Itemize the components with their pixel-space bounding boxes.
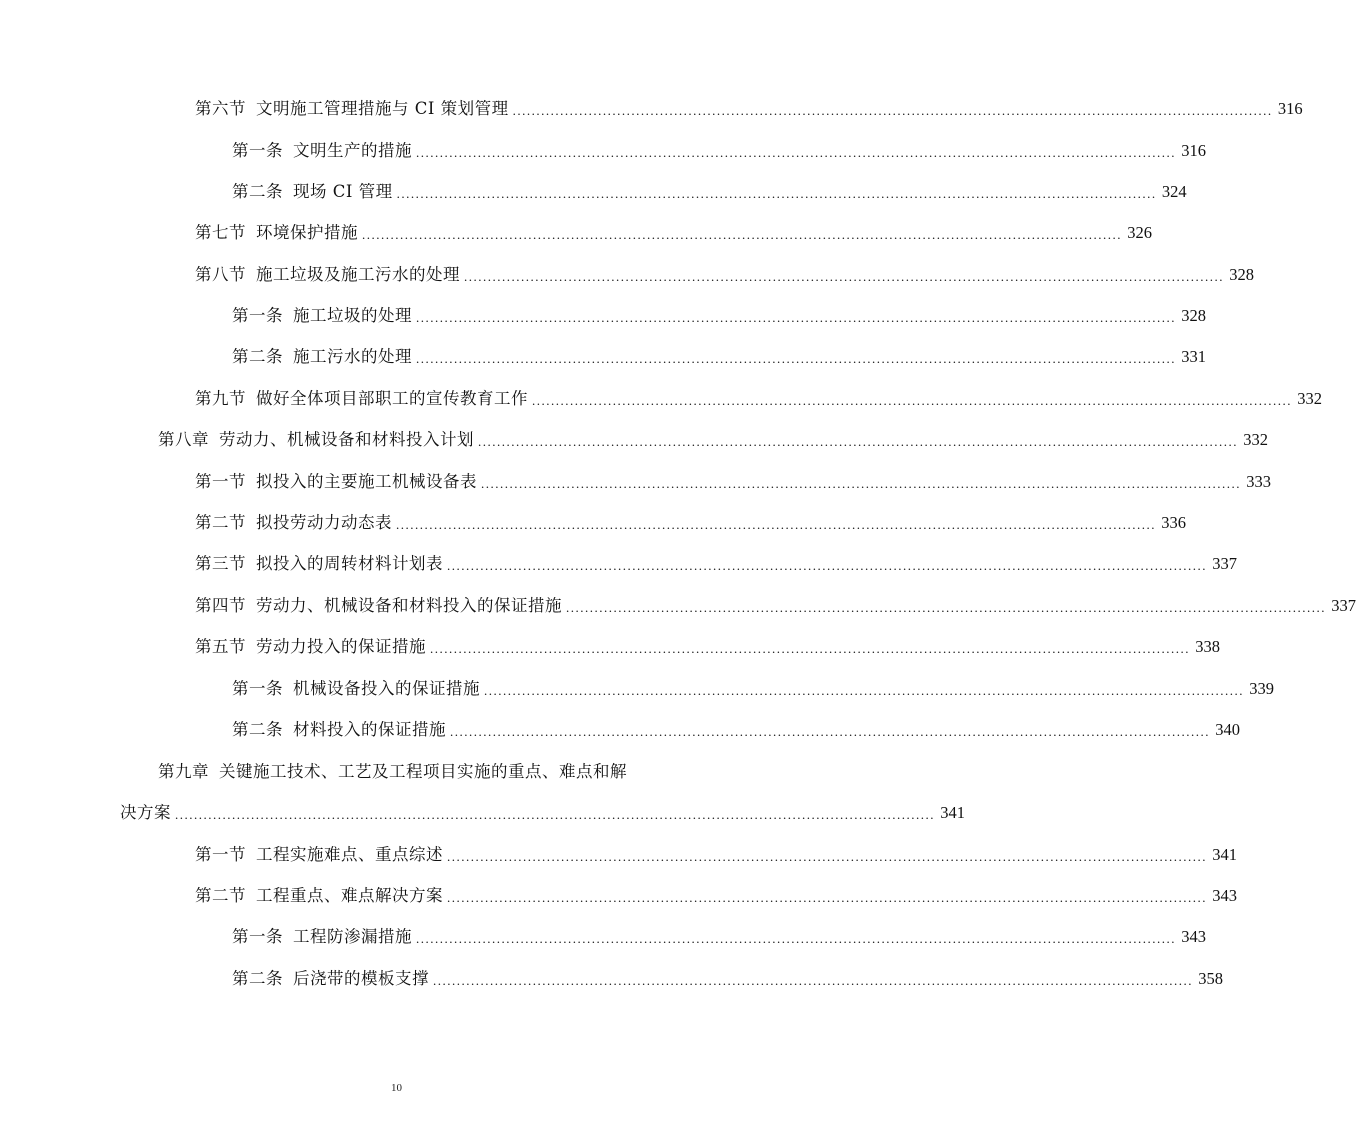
toc-entry[interactable]	[232, 344, 1206, 370]
toc-entry-title: 工程防渗漏措施	[293, 927, 412, 946]
toc-entry-number: 第六节	[195, 99, 246, 118]
toc-entry-title: 施工垃圾的处理	[293, 306, 412, 325]
toc-leader-dots: ................................................................................................................................................................	[447, 890, 1207, 905]
toc-entry-page: 340	[1215, 720, 1240, 739]
toc-leader-dots: ................................................................................................................................................................	[396, 186, 1157, 201]
toc-entry-title: 做好全体项目部职工的宣传教育工作	[256, 389, 528, 408]
toc-entry[interactable]	[158, 427, 1268, 453]
toc-entry-title: 劳动力、机械设备和材料投入的保证措施	[256, 596, 562, 615]
toc-entry-title: 施工垃圾及施工污水的处理	[256, 265, 460, 284]
toc-entry-page: 339	[1249, 679, 1274, 698]
toc-entry-page: 343	[1181, 927, 1206, 946]
toc-entry-number: 第四节	[195, 596, 246, 615]
toc-entry[interactable]	[195, 262, 1254, 288]
toc-entry-page: 331	[1181, 347, 1206, 366]
toc-entry-number: 第一条	[232, 141, 283, 160]
toc-entry-page: 324	[1161, 182, 1187, 201]
toc-entry-number: 第九节	[195, 389, 246, 408]
toc-entry-title: 拟投入的周转材料计划表	[256, 554, 443, 573]
toc-entry-page: 341	[1212, 845, 1237, 864]
toc-leader-dots: ................................................................................................................................................................	[175, 807, 935, 822]
toc-leader-dots: ................................................................................................................................................................	[416, 931, 1176, 946]
toc-entry-page: 358	[1198, 969, 1223, 988]
toc-entry-title: 劳动力、机械设备和材料投入计划	[219, 430, 474, 449]
toc-leader-dots: ................................................................................................................................................................	[532, 393, 1292, 408]
toc-entry-number: 第二节	[195, 513, 246, 532]
toc-entry-number: 第五节	[195, 637, 246, 656]
toc-leader-dots: ................................................................................................................................................................	[433, 973, 1193, 988]
toc-leader-dots: ................................................................................................................................................................	[416, 351, 1176, 366]
toc-leader-dots: ................................................................................................................................................................	[416, 145, 1176, 160]
toc-entry[interactable]	[195, 386, 1322, 412]
toc-entry[interactable]	[195, 96, 1303, 122]
toc-entry-page: 333	[1246, 472, 1271, 491]
toc-entry-number: 第一条	[232, 679, 283, 698]
toc-leader-dots: ................................................................................................................................................................	[447, 849, 1207, 864]
toc-entry[interactable]	[195, 551, 1237, 577]
toc-entry-page: 332	[1243, 430, 1268, 449]
toc-entry[interactable]	[195, 634, 1220, 660]
toc-entry-number: 第一条	[232, 927, 283, 946]
toc-entry-title: 施工污水的处理	[293, 347, 412, 366]
toc-leader-dots: ................................................................................................................................................................	[512, 103, 1273, 118]
toc-entry[interactable]	[195, 469, 1271, 495]
toc-entry[interactable]	[195, 220, 1152, 246]
toc-entry[interactable]	[232, 138, 1206, 164]
toc-leader-dots: ................................................................................................................................................................	[484, 683, 1244, 698]
toc-entry-page: 337	[1212, 554, 1237, 573]
toc-entry-page: 328	[1229, 265, 1254, 284]
toc-entry-number: 第八章	[158, 430, 209, 449]
toc-entry-title: 工程实施难点、重点综述	[256, 845, 443, 864]
toc-entry-title: 决方案	[120, 803, 171, 822]
toc-entry[interactable]	[195, 842, 1237, 868]
toc-entry-continuation[interactable]	[120, 800, 965, 826]
toc-entry-title: 拟投劳动力动态表	[256, 513, 392, 532]
toc-entry-page: 337	[1331, 596, 1356, 615]
toc-entry-title: 材料投入的保证措施	[293, 720, 446, 739]
toc-leader-dots: ................................................................................................................................................................	[464, 269, 1224, 284]
toc-entry[interactable]	[232, 717, 1240, 743]
toc-entry-page: 328	[1181, 306, 1206, 325]
toc-entry-number: 第七节	[195, 223, 246, 242]
toc-entry[interactable]	[195, 593, 1356, 619]
toc-leader-dots: ................................................................................................................................................................	[481, 476, 1241, 491]
toc-leader-dots: ................................................................................................................................................................	[396, 517, 1156, 532]
toc-entry[interactable]	[232, 676, 1274, 702]
toc-leader-dots: ................................................................................................................................................................	[566, 600, 1326, 615]
toc-entry-number: 第二条	[232, 969, 283, 988]
toc-entry-number: 第八节	[195, 265, 246, 284]
toc-entry-title: 后浇带的模板支撑	[293, 969, 429, 988]
toc-entry-page: 343	[1212, 886, 1237, 905]
toc-entry-page: 316	[1181, 141, 1206, 160]
toc-entry-number: 第三节	[195, 554, 246, 573]
toc-leader-dots: ................................................................................................................................................................	[450, 724, 1210, 739]
toc-entry-title: 机械设备投入的保证措施	[293, 679, 480, 698]
toc-entry-number: 第一节	[195, 472, 246, 491]
toc-entry[interactable]	[232, 966, 1223, 992]
toc-entry-title: 环境保护措施	[256, 223, 358, 242]
toc-entry-number: 第一节	[195, 845, 246, 864]
toc-entry[interactable]	[195, 883, 1237, 909]
toc-entry-page: 316	[1277, 99, 1303, 118]
toc-leader-dots: ................................................................................................................................................................	[447, 558, 1207, 573]
toc-entry-number: 第二条	[232, 347, 283, 366]
toc-entry-page: 341	[940, 803, 965, 822]
toc-leader-dots: ................................................................................................................................................................	[362, 227, 1122, 242]
toc-entry-page: 326	[1127, 223, 1152, 242]
toc-entry-number: 第二节	[195, 886, 246, 905]
toc-entry[interactable]	[195, 510, 1186, 536]
toc-entry-title: 现场 CI 管理	[293, 182, 393, 201]
toc-entry-number: 第一条	[232, 306, 283, 325]
toc-entry-page: 338	[1195, 637, 1220, 656]
toc-entry[interactable]	[158, 759, 673, 785]
toc-entry-title: 劳动力投入的保证措施	[256, 637, 426, 656]
toc-entry-title: 拟投入的主要施工机械设备表	[256, 472, 477, 491]
toc-entry-title: 关键施工技术、工艺及工程项目实施的重点、难点和解	[219, 762, 627, 781]
page-number: 10	[391, 1082, 402, 1094]
toc-entry-number: 第二条	[232, 182, 283, 201]
toc-entry-number: 第二条	[232, 720, 283, 739]
toc-entry-title: 工程重点、难点解决方案	[256, 886, 443, 905]
toc-entry[interactable]	[232, 303, 1206, 329]
toc-leader-dots: ................................................................................................................................................................	[416, 310, 1176, 325]
toc-entry-title: 文明生产的措施	[293, 141, 412, 160]
toc-entry[interactable]	[232, 179, 1187, 205]
toc-entry-title: 文明施工管理措施与 CI 策划管理	[256, 99, 509, 118]
toc-entry-page: 332	[1297, 389, 1322, 408]
toc-entry-page: 336	[1161, 513, 1186, 532]
toc-leader-dots: ................................................................................................................................................................	[430, 641, 1190, 656]
toc-entry-number: 第九章	[158, 762, 209, 781]
toc-leader-dots: ................................................................................................................................................................	[478, 434, 1238, 449]
toc-entry[interactable]	[232, 924, 1206, 950]
